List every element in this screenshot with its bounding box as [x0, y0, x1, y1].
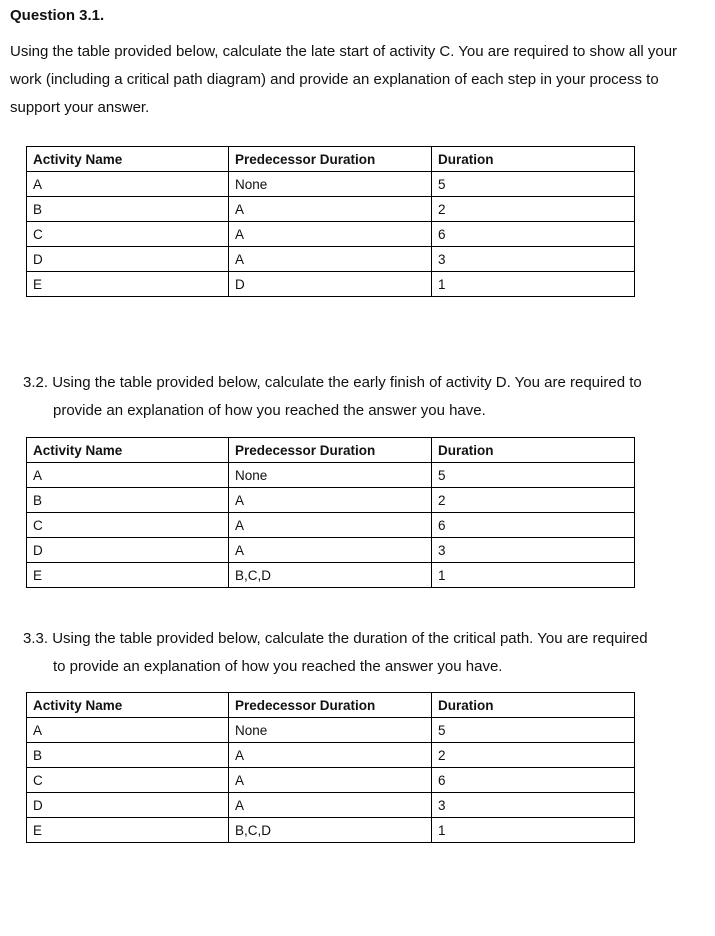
duration-cell: 1 [432, 818, 635, 843]
table-row [27, 222, 635, 247]
duration-cell: 6 [432, 222, 635, 247]
header-activity-name: Activity Name [27, 693, 229, 718]
activity-cell: E [27, 563, 229, 588]
activity-cell: E [27, 818, 229, 843]
duration-cell: 5 [432, 718, 635, 743]
predecessor-cell: D [229, 272, 432, 297]
table-header-row [27, 438, 635, 463]
duration-cell: 2 [432, 197, 635, 222]
predecessor-cell: None [229, 718, 432, 743]
predecessor-cell: None [229, 463, 432, 488]
table-header-row [27, 693, 635, 718]
duration-cell: 2 [432, 488, 635, 513]
activity-cell: A [27, 718, 229, 743]
duration-cell: 3 [432, 793, 635, 818]
table-row [27, 818, 635, 843]
activity-table-3 [26, 692, 635, 843]
duration-cell: 6 [432, 768, 635, 793]
question-3-2-number: 3.2. [23, 374, 49, 391]
table-row [27, 272, 635, 297]
table-row [27, 768, 635, 793]
predecessor-cell: B,C,D [229, 563, 432, 588]
predecessor-cell: A [229, 222, 432, 247]
table-row [27, 538, 635, 563]
predecessor-cell: B,C,D [229, 818, 432, 843]
activity-cell: B [27, 197, 229, 222]
activity-table-2 [26, 437, 635, 588]
duration-cell: 5 [432, 172, 635, 197]
duration-cell: 6 [432, 513, 635, 538]
activity-cell: C [27, 513, 229, 538]
duration-cell: 2 [432, 743, 635, 768]
question-3-1-text: Using the table provided below, calculate the late start of activity C. You are required to show all your work (including a critical path diagram) and provide an explanation of each step in your process to support your answer. [10, 43, 678, 116]
header-duration: Duration [432, 438, 635, 463]
table-row [27, 463, 635, 488]
predecessor-cell: A [229, 538, 432, 563]
header-predecessor-duration: Predecessor Duration [229, 693, 432, 718]
question-3-3-line2: to provide an explanation of how you reached the answer you have. [53, 658, 503, 675]
question-3-3-number: 3.3. [23, 630, 49, 647]
header-predecessor-duration: Predecessor Duration [229, 438, 432, 463]
table-row [27, 743, 635, 768]
table-row [27, 172, 635, 197]
predecessor-cell: A [229, 488, 432, 513]
duration-cell: 3 [432, 247, 635, 272]
table-row [27, 488, 635, 513]
question-3-2-line2: provide an explanation of how you reached the answer you have. [53, 402, 486, 419]
question-3-3-line1: Using the table provided below, calculate the duration of the critical path. You are required [52, 630, 648, 647]
predecessor-cell: A [229, 197, 432, 222]
header-duration: Duration [432, 693, 635, 718]
header-activity-name: Activity Name [27, 147, 229, 172]
activity-cell: D [27, 538, 229, 563]
table-row [27, 197, 635, 222]
duration-cell: 1 [432, 272, 635, 297]
header-predecessor-duration: Predecessor Duration [229, 147, 432, 172]
activity-table-1 [26, 146, 635, 297]
predecessor-cell: None [229, 172, 432, 197]
question-title: Question 3.1. [10, 7, 105, 24]
activity-cell: B [27, 743, 229, 768]
predecessor-cell: A [229, 743, 432, 768]
table-row [27, 247, 635, 272]
table-row [27, 793, 635, 818]
table-row [27, 513, 635, 538]
header-duration: Duration [432, 147, 635, 172]
question-3-2-text [23, 369, 708, 425]
table-row [27, 563, 635, 588]
activity-cell: E [27, 272, 229, 297]
activity-cell: C [27, 768, 229, 793]
question-3-3-text [23, 625, 708, 681]
predecessor-cell: A [229, 247, 432, 272]
activity-cell: B [27, 488, 229, 513]
predecessor-cell: A [229, 513, 432, 538]
predecessor-cell: A [229, 768, 432, 793]
table-row [27, 718, 635, 743]
duration-cell: 5 [432, 463, 635, 488]
activity-cell: C [27, 222, 229, 247]
duration-cell: 1 [432, 563, 635, 588]
activity-cell: D [27, 247, 229, 272]
duration-cell: 3 [432, 538, 635, 563]
predecessor-cell: A [229, 793, 432, 818]
table-header-row [27, 147, 635, 172]
activity-cell: A [27, 172, 229, 197]
question-3-2-line1: Using the table provided below, calculate the early finish of activity D. You are required to [52, 374, 642, 391]
activity-cell: D [27, 793, 229, 818]
header-activity-name: Activity Name [27, 438, 229, 463]
activity-cell: A [27, 463, 229, 488]
